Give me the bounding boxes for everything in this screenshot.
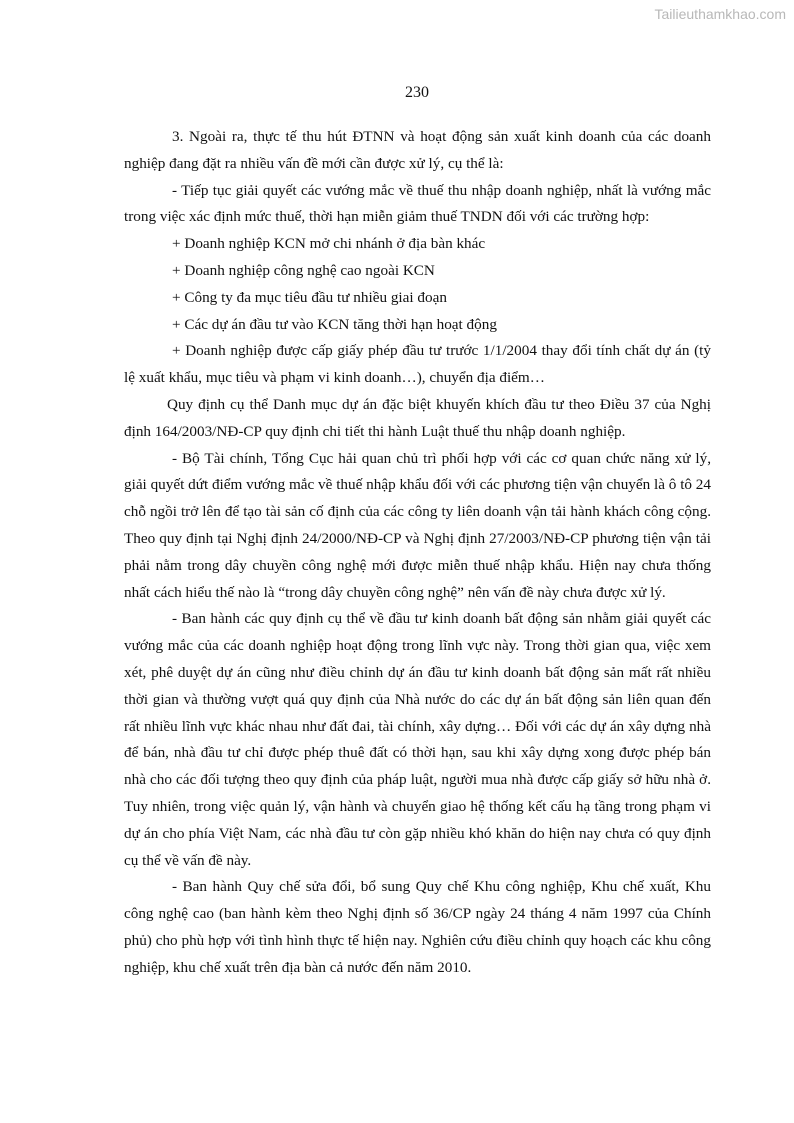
list-item: + Doanh nghiệp được cấp giấy phép đầu tư trước 1/1/2004 thay đổi tính chất dự án (tỷ lệ xuất khẩu, mục tiêu và phạm vi kinh doanh…), chuyển địa điểm…: [124, 342, 711, 387]
list-item: + Doanh nghiệp công nghệ cao ngoài KCN: [172, 261, 435, 279]
watermark: Tailieuthamkhao.com: [654, 6, 786, 22]
paragraph-real-estate: - Ban hành các quy định cụ thể về đầu tư kinh doanh bất động sản nhằm giải quyết các vướng mắc của các doanh nghiệp hoạt động trong lĩnh vực này. Trong thời gian qua, việc xem xét, phê duyệt dự án cũng như điều chỉnh dự án đầu tư kinh doanh bất động sản mất rất nhiều thời gian và thường vượt quá quy định của Nhà nước do các dự án bất động sản liên quan đến rất nhiều lĩnh vực khác nhau như đất đai, tài chính, xây dựng… Đối với các dự án xây dựng nhà để bán, nhà đầu tư chỉ được phép thuê đất có thời hạn, sau khi xây dựng xong được phép bán nhà cho các đối tượng theo quy định của pháp luật, người mua nhà được cấp giấy sở hữu nhà ở. Tuy nhiên, trong việc quản lý, vận hành và chuyển giao hệ thống kết cấu hạ tầng trong phạm vi dự án cho phía Việt Nam, các nhà đầu tư còn gặp nhiều khó khăn do hiện nay chưa có quy định cụ thể về vấn đề này.: [124, 610, 711, 869]
list-item: + Các dự án đầu tư vào KCN tăng thời hạn hoạt động: [172, 315, 497, 333]
list-item: + Doanh nghiệp KCN mở chi nhánh ở địa bàn khác: [172, 235, 486, 253]
paragraph-decree: Quy định cụ thể Danh mục dự án đặc biệt khuyến khích đầu tư theo Điều 37 của Nghị định 164/2003/NĐ-CP quy định chi tiết thi hành Luật thuế thu nhập doanh nghiệp.: [124, 395, 711, 440]
list-item: + Công ty đa mục tiêu đầu tư nhiều giai đoạn: [172, 288, 447, 306]
paragraph-tax-issues: - Tiếp tục giải quyết các vướng mắc về thuế thu nhập doanh nghiệp, nhất là vướng mắc trong việc xác định mức thuế, thời hạn miễn giảm thuế TNDN đối với các trường hợp:: [124, 181, 711, 226]
paragraph-intro: 3. Ngoài ra, thực tế thu hút ĐTNN và hoạt động sản xuất kinh doanh của các doanh nghiệp đang đặt ra nhiều vấn đề mới cần được xử lý, cụ thể là:: [124, 128, 711, 172]
document-body: [124, 124, 711, 982]
page-number: 230: [405, 84, 429, 101]
paragraph-regulation: - Ban hành Quy chế sửa đổi, bổ sung Quy chế Khu công nghiệp, Khu chế xuất, Khu công nghệ cao (ban hành kèm theo Nghị định số 36/CP ngày 24 tháng 4 năm 1997 của Chính phủ) cho phù hợp với tình hình thực tế hiện nay. Nghiên cứu điều chỉnh quy hoạch các khu công nghiệp, khu chế xuất trên địa bàn cả nước đến năm 2010.: [124, 878, 711, 976]
paragraph-finance-ministry: - Bộ Tài chính, Tổng Cục hải quan chủ trì phối hợp với các cơ quan chức năng xử lý, giải quyết dứt điểm vướng mắc về thuế nhập khẩu đối với các phương tiện vận chuyển là ô tô 24 chỗ ngồi trở lên để tạo tài sản cố định của các công ty liên doanh vận tải hành khách công cộng. Theo quy định tại Nghị định 24/2000/NĐ-CP và Nghị định 27/2003/NĐ-CP phương tiện vận tải phải nằm trong dây chuyền công nghệ mới được miễn thuế nhập khẩu. Hiện nay chưa thống nhất cách hiểu thế nào là “trong dây chuyền công nghệ” nên vấn đề này chưa được xử lý.: [124, 449, 711, 601]
